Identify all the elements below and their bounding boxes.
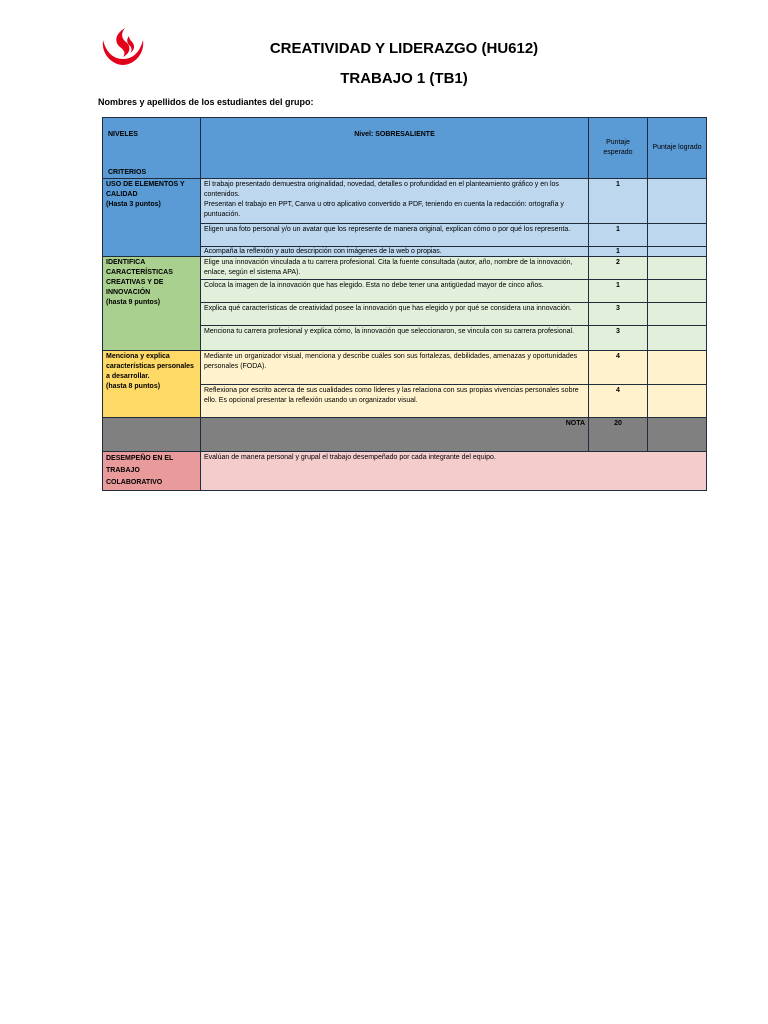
total-spacer <box>103 418 201 452</box>
expected-score-header: Puntaje esperado <box>589 118 648 179</box>
table-row <box>103 257 707 280</box>
criterion-points: (hasta 9 puntos) <box>106 299 161 306</box>
expected-score-cell: 1 <box>589 224 648 247</box>
achieved-score-input[interactable] <box>648 303 707 326</box>
teamwork-criterion: DESEMPEÑO EN EL TRABAJO COLABORATIVO <box>103 452 201 491</box>
level-header: Nivel: SOBRESALIENTE <box>201 118 589 179</box>
criterion-name: Menciona y explica características personales a desarrollar. <box>106 353 194 380</box>
achieved-score-input[interactable] <box>648 280 707 303</box>
descriptor-cell: Coloca la imagen de la innovación que has elegido. Esta no debe tener una antigüedad mayor de cinco años. <box>201 280 589 303</box>
criterios-label: CRITERIOS <box>108 169 147 176</box>
document-title: CREATIVIDAD Y LIDERAZGO (HU612) <box>269 40 539 57</box>
expected-score-cell: 2 <box>589 257 648 280</box>
expected-score-cell: 3 <box>589 326 648 351</box>
achieved-score-input[interactable] <box>648 326 707 351</box>
descriptor-cell: Explica qué características de creatividad posee la innovación que has elegido y por qué se considera una innovación. <box>201 303 589 326</box>
teamwork-row <box>103 452 707 491</box>
descriptor-cell: Menciona tu carrera profesional y explica cómo, la innovación que seleccionaron, se vincula con su carrera profesional. <box>201 326 589 351</box>
achieved-score-input[interactable] <box>648 351 707 385</box>
criterion-cell <box>103 351 201 418</box>
criterion-points: (Hasta 3 puntos) <box>106 201 161 208</box>
achieved-score-input[interactable] <box>648 385 707 418</box>
document-subtitle: TRABAJO 1 (TB1) <box>340 70 468 87</box>
expected-score-cell: 1 <box>589 280 648 303</box>
niveles-label: NIVELES <box>108 131 138 138</box>
descriptor-cell: Reflexiona por escrito acerca de sus cualidades como líderes y las relaciona con sus propias vivencias personales sobre ello. Es opcional presentar la reflexión usando un organizador visual. <box>201 385 589 418</box>
achieved-score-header: Puntaje logrado <box>648 118 707 179</box>
criterion-name: USO DE ELEMENTOS Y CALIDAD <box>106 181 185 198</box>
nota-achieved-input[interactable] <box>648 418 707 452</box>
teamwork-descriptor: Evalúan de manera personal y grupal el trabajo desempeñado por cada integrante del equipo. <box>201 452 707 491</box>
total-row <box>103 418 707 452</box>
table-row <box>103 179 707 224</box>
expected-score-cell: 1 <box>589 179 648 224</box>
table-row <box>103 351 707 385</box>
expected-score-cell: 4 <box>589 385 648 418</box>
achieved-score-input[interactable] <box>648 224 707 247</box>
expected-score-cell: 4 <box>589 351 648 385</box>
descriptor-cell: Mediante un organizador visual, menciona y describe cuáles son sus fortalezas, debilidades, amenazas y oportunidades personales (FODA). <box>201 351 589 385</box>
niveles-criterios-header <box>103 118 201 179</box>
students-label: Nombres y apellidos de los estudiantes del grupo: <box>98 97 314 107</box>
descriptor-cell: Eligen una foto personal y/o un avatar que los represente de manera original, explican cómo o por qué los representa. <box>201 224 589 247</box>
descriptor-cell: El trabajo presentado demuestra originalidad, novedad, detalles o profundidad en el planteamiento gráfico y en los contenidos. Presentan el trabajo en PPT, Canva u otro aplicativo convertido a PDF, teniendo en cuenta la redacción: ortografía y puntuación. <box>201 179 589 224</box>
table-header-row <box>103 118 707 179</box>
criterion-name: IDENTIFICA CARACTERÍSTICAS CREATIVAS Y DE INNOVACIÓN <box>106 259 173 296</box>
criterion-points: (hasta 8 puntos) <box>106 383 161 390</box>
criterion-cell <box>103 257 201 351</box>
expected-score-cell: 3 <box>589 303 648 326</box>
achieved-score-input[interactable] <box>648 247 707 257</box>
nota-value: 20 <box>589 418 648 452</box>
expected-score-cell: 1 <box>589 247 648 257</box>
criterion-cell <box>103 179 201 257</box>
descriptor-cell: Acompaña la reflexión y auto descripción con imágenes de la web o propias. <box>201 247 589 257</box>
achieved-score-input[interactable] <box>648 179 707 224</box>
descriptor-cell: Elige una innovación vinculada a tu carrera profesional. Cita la fuente consultada (autor, año, nombre de la innovación, enlace, según el sistema APA). <box>201 257 589 280</box>
achieved-score-input[interactable] <box>648 257 707 280</box>
rubric-table <box>102 117 707 491</box>
nota-label: NOTA <box>201 418 589 452</box>
